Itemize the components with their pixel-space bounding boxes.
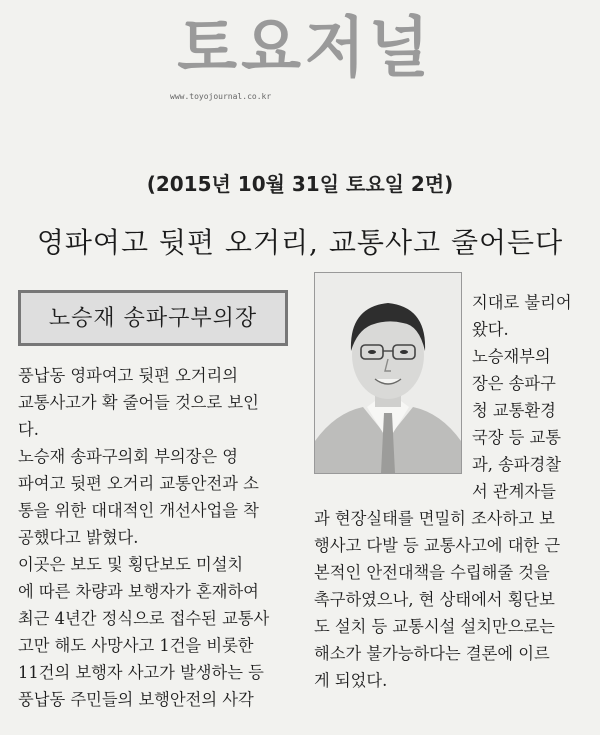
text-line: 장은 송파구 [472, 374, 556, 393]
masthead [0, 0, 600, 120]
text-line: 에 따른 차량과 보행자가 혼재하여 [18, 582, 259, 601]
text-line: 촉구하였으나, 현 상태에서 횡단보 [314, 590, 555, 609]
subtitle-text: 노승재 송파구부의장 [48, 306, 258, 331]
subtitle-box [18, 290, 288, 346]
text-line: 왔다. [472, 320, 509, 339]
text-line: 게 되었다. [314, 671, 388, 690]
portrait-photo [314, 272, 462, 474]
text-line: 국장 등 교통 [472, 428, 561, 447]
text-line: 고만 해도 사망사고 1건을 비롯한 [18, 636, 254, 655]
portrait-image [315, 273, 461, 473]
text-line: 본적인 안전대책을 수립해줄 것을 [314, 563, 550, 582]
text-line: 청 교통환경 [472, 401, 556, 420]
article-column-right-bottom [314, 505, 594, 694]
text-line: 교통사고가 확 줄어들 것으로 보인 [18, 393, 259, 412]
newspaper-logo: 토요저널 [177, 9, 433, 86]
text-line: 노승재 송파구의회 부의장은 영 [18, 447, 238, 466]
dateline: (2015년 10월 31일 토요일 2면) [146, 172, 454, 196]
text-line: 다. [18, 420, 39, 439]
text-line: 통을 위한 대대적인 개선사업을 착 [18, 501, 259, 520]
text-line: 도 설치 등 교통시설 설치만으로는 [314, 617, 555, 636]
article-column-left [18, 362, 294, 713]
text-line: 해소가 불가능하다는 결론에 이르 [314, 644, 550, 663]
text-line: 행사고 다발 등 교통사고에 대한 근 [314, 536, 561, 555]
text-line: 과 현장실태를 면밀히 조사하고 보 [314, 509, 555, 528]
text-line: 공했다고 밝혔다. [18, 528, 139, 547]
logo-url: www.toyojournal.co.kr [170, 92, 272, 101]
text-line: 11건의 보행자 사고가 발생하는 등 [18, 663, 264, 682]
article-column-right-top [472, 289, 592, 505]
text-line: 파여고 뒷편 오거리 교통안전과 소 [18, 474, 259, 493]
text-line: 노승재부의 [472, 347, 551, 366]
text-line: 과, 송파경찰 [472, 455, 561, 474]
text-line: 풍납동 영파여고 뒷편 오거리의 [18, 366, 238, 385]
text-line: 최근 4년간 정식으로 접수된 교통사 [18, 609, 270, 628]
text-line: 이곳은 보도 및 횡단보도 미설치 [18, 555, 244, 574]
article-headline: 영파여고 뒷편 오거리, 교통사고 줄어든다 [36, 226, 564, 259]
text-line: 지대로 불리어 [472, 293, 572, 312]
text-line: 서 관계자들 [472, 482, 556, 501]
text-line: 풍납동 주민들의 보행안전의 사각 [18, 690, 254, 709]
